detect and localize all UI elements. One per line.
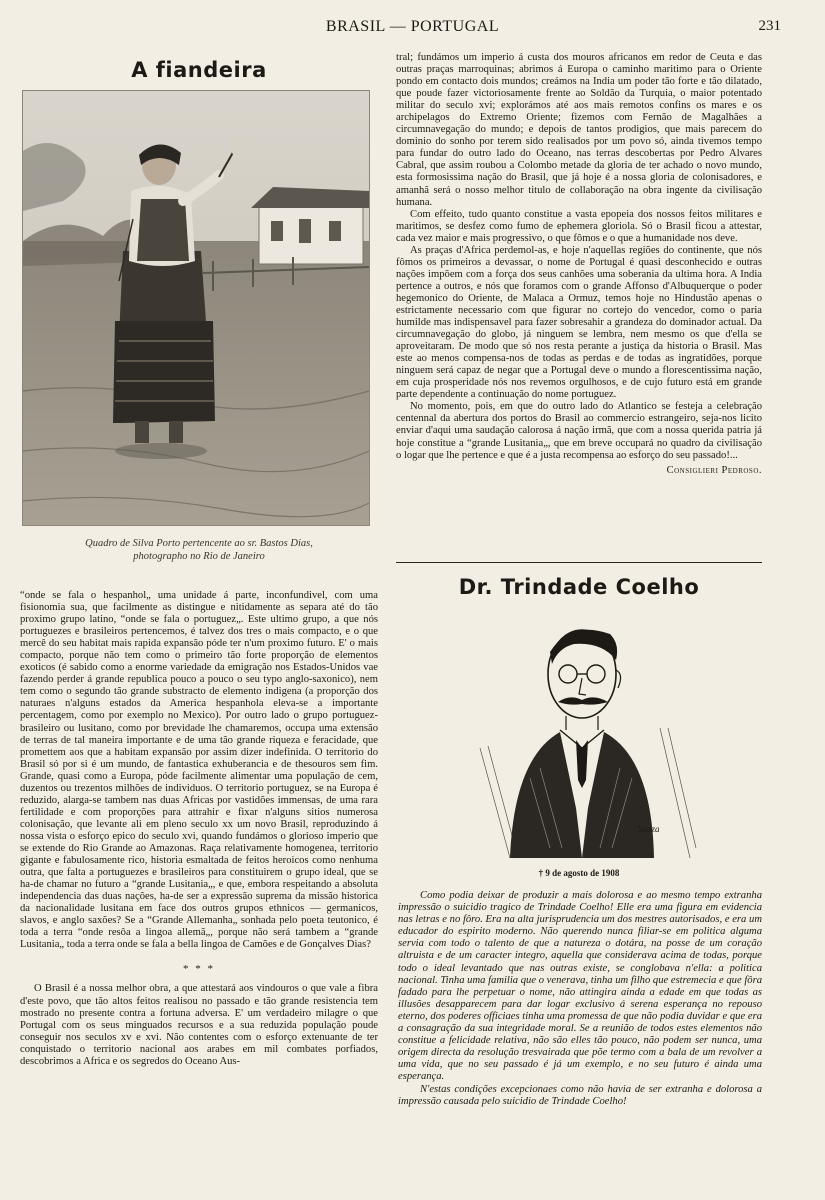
section-rule xyxy=(396,562,762,563)
asterism: * * * xyxy=(183,963,215,976)
portrait-drawing xyxy=(470,608,700,864)
figure-caption-line: photographo no Rio de Janeiro xyxy=(133,551,265,562)
paragraph: tral; fundámos um imperio á custa dos mouros africanos em redor de Ceuta e das outras praças marroquinas; abrimos á Europa o caminho maritimo para o Oriente pondo em contacto dois mundos; creámos na India um poder tão forte e tão dilatado, que poude fazer victoriosamente frente ao Soldão da Turquia, o maior potentado militar do seculo xvi; explorámos até aos mais remotos confins os mares e os archipelagos do Extremo Oriente; fizemos com Fernão de Magalhães a circumnavegação do mundo; e depois de tantos prodigios, que mais parecem do dominio do sonho por terem sido realisados por um povo só, ainda tivemos tempo para fundar do outro lado do Oceano, nas terras descobertas por Pedro Alvares Cabral, que assim roubou a Colombo metade da gloria de ter achado o novo mundo, esta formosissima nação do Brasil, que já hoje é a nossa gloria de colonisadores, e amanhã será o nosso melhor titulo de collaboração na obra ingente da civilisação humana. xyxy=(396,52,762,208)
author-signature: Consiglieri Pedroso. xyxy=(666,464,762,476)
figure-title: A fiandeira xyxy=(131,58,267,82)
paragraph: Com effeito, tudo quanto constitue a vasta epopeia dos nossos feitos militares e maritimos, se desfez como fumo de ephemera gloriola. Só o Brasil ficou a attestar, cada vez maior e mais progressivo, o que fômos e o que a humanidade nos deve. xyxy=(396,208,762,244)
figure-caption-line: Quadro de Silva Porto pertencente ao sr. Bastos Dias, xyxy=(85,538,313,549)
paragraph: Como podia deixar de produzir a mais dolorosa e ao mesmo tempo extranha impressão o suicidio tragico de Trindade Coelho! Elle era uma figura em evidencia nas letras e no fôro. Era na alta jurisprudencia um dos mestres autorisados, e era um educador do espirito moderno. Não querendo nunca filiar-se em politica alguma servia com todo o talento de que a natureza o dotára, na posse de um coração altruista e de um caracter integro, aquella que considerava acima de todas, porque todo o ideal levantado que nas outras existe, se conglobava n'ella: a politica nacional. Tinha uma familia que o venerava, tinha um filho que estremecia e que fôra fadado para lhe perpetuar o nome, não attingira ainda a edade em que todas as illusões desapparecem para dar logar exclusivo á serena esperança no repouso eterno, dos poderes officiaes tinha uma promessa de que não podia duvidar e que era a consagração da sua integridade moral. Se a reunião de todos estes elementos não constitue a felicidade relativa, não são elles tão pouco, não podem ser nunca, uma origem directa da resolução tresvairada que põe termo com a bala de um revolver a uma vida, que no seu passado é já um exemplo, e no seu futuro é ainda uma esperança. xyxy=(398,890,762,1083)
paragraph: N'estas condições excepcionaes como não havia de ser extranha e dolorosa a impressão causada pelo suicidio de Trindade Coelho! xyxy=(398,1083,762,1107)
running-head xyxy=(0,18,825,40)
tribute-text xyxy=(398,890,762,1108)
painting-reproduction xyxy=(22,90,370,526)
paragraph: As praças d'Africa perdemol-as, e hoje n'aquellas regiões do continente, que nós fômos os primeiros a devassar, o nome de Portugal é quasi desconhecido e outras nações impõem com a força dos seus canhões uma soberania da ultima hora. A India pertence a outros, e nós que foramos com o grande Affonso d'Albuquerque o poder hegemonico do Oriente, de Malaca a Ormuz, temos hoje no Hindustão apenas o estrictamente necessario com que figurar no cortejo do vencedor, como o paria humilde mas indispensavel para fazer sobresahir a grandeza do dominador actual. Da circumnavegação do globo, já ninguem se lembra, nem mesmo os que d'ella se aproveitaram. De modo que só nos resta perante a justiça da historia o Brasil. Mas este ao menos compensa-nos de todas as perdas e de todas as ingratidões, porque ninguem será capaz de negar que a Portugal deve o mundo a florescentissima nação, em cuja prosperidade nós nos revemos orgulhosos, e de cujo futuro está em grande parte dependente a continuação do nome portuguez. xyxy=(396,244,762,401)
tribute-heading: Dr. Trindade Coelho xyxy=(458,575,700,599)
artist-signature: Souza xyxy=(638,824,660,834)
portrait-caption: † 9 de agosto de 1908 xyxy=(538,868,620,878)
paragraph: “onde se fala o hespanhol„ uma unidade á parte, inconfundivel, com uma fisionomia sua, que facilmente as distingue e nitidamente as separa até do tão proximo grupo latino, “onde se fala o portuguez„. Este ultimo grupo, a que nós portuguezes e brasileiros pertencemos, é talvez dos tres o mais compacto, e o que mercê do seu habitat mais rapida expansão póde ter n'um proximo futuro. E' o mais compacto, porque não tem como o primeiro tão forte proporção de elementos exoticos (é sabido como a enorme variedade da emigração nos Estados-Unidos vae fazendo perder á grande republica pouco a pouco o seu typo anglo-saxonico), nem tem como o segundo tão grande substracto de elemento indigena (a proporção dos naturaes n'alguns estados da America hespanhola eleva-se a importante percentagem, como por exemplo no Mexico). Por outro lado o grupo portuguez-brasileiro ou lusitano, como por brevidade lhe chamaremos, occupa uma extensão de terras de tal maneira importante e de uma tão grande riqueza e feracidade, que promettem aos que a habitam expansão por assim dizer indefinida. O territorio do Brasil só por si é um mundo, de fantastica exhuberancia e de thesouros sem fim. Grande, quasi como a Europa, póde facilmente alimentar uma população de cem, duzentos ou trezentos milhões de individuos. O territorio portuguez, se na Europa é reduzido, alarga-se tambem nas duas Africas por vastidões immensas, de uma rara fertilidade e com proporções para attrahir e fixar n'alguns sitios numerosa colonisação, que levante ali em pleno seculo xx um novo Brasil, reproduzindo á nossa vista o esforço epico do seculo xvi, quando fundámos o glorioso imperio que se extende do Rio Grande ao Amazonas. Raça relativamente homogenea, territorio gigante e fabulosamente rico, historia esmaltada de feitos heroicos como nenhuma outra, que falta a portuguezes e brasileiros para constituirem o grupo ideal, que se ha-de chamar no futuro a “grande Lusitania„, e que, embora respeitando a absoluta independencia das duas nações, ha-de ser a expressão suprema da missão historica da nacionalidade lusitana em face dos outros grupos ethnicos — germanicos, slavos, e anglo saxões? Se a “Grande Allemanha„ sonhada pelo poeta teutonico, é toda a terra “onde resôa a lingoa allemã„, porque não será tambem a “grande Lusitania„ toda a terra onde se fala a bella lingoa de Camões e de Gonçalves Dias? xyxy=(20,590,378,951)
portrait-image xyxy=(470,608,700,864)
left-column-text xyxy=(20,590,378,1068)
figure-caption xyxy=(20,537,378,563)
left-column-figure xyxy=(20,52,378,563)
paragraph: O Brasil é a nossa melhor obra, a que attestará aos vindouros o que vale a fibra d'este povo, que tão altos feitos realisou no passado e tão grande resistencia tem mostrado no presente contra a fortuna adversa. E' um verdadeiro milagre o que Portugal com os seus minguados recursos e a sua reduzida população poude conseguir nos seculos xv e xvi. Não contentes com o esforço extenuante de ter conquistado o territorio nacional aos arabes em mil combates porfiados, descobrimos a Africa e os segredos do Oceano Aus- xyxy=(20,983,378,1067)
running-title: BRASIL — PORTUGAL xyxy=(325,18,500,35)
page-number: 231 xyxy=(758,18,781,34)
right-column-text xyxy=(396,52,762,477)
paragraph: No momento, pois, em que do outro lado do Atlantico se festeja a celebração centennal da abertura dos portos do Brasil ao commercio estrangeiro, seja-nos licito enviar d'aqui uma saudação calorosa á nação irmã, que com a nossa querida patria já hoje constitue a “grande Lusitania„, que em breve occupará no quadro da civilisação o logar que lhe pertence e que é a justa recompensa ao esforço do seu passado!... xyxy=(396,401,762,461)
painting-image xyxy=(23,91,369,525)
